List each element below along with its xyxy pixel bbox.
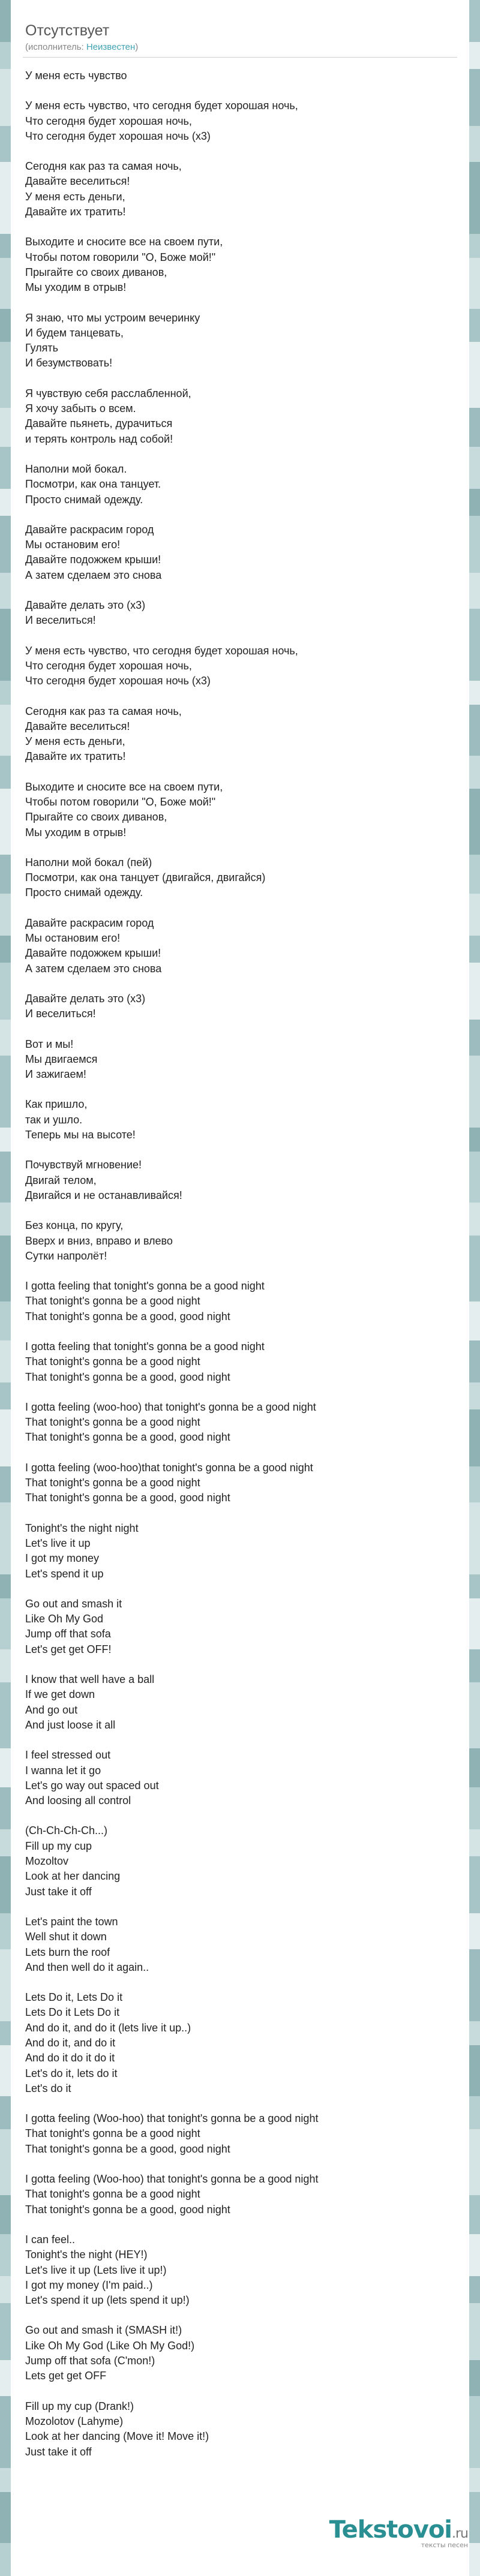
stripe-block — [469, 1574, 480, 1598]
stripe-block — [469, 126, 480, 162]
lyrics-line: Let's do it — [25, 2082, 71, 2094]
lyrics-line: Посмотри, как она танцует. — [25, 478, 161, 491]
lyrics-line: Lets Do it Lets Do it — [25, 2006, 120, 2019]
lyrics-line: That tonight's gonna be a good, good night — [25, 1492, 230, 1504]
stripe-block — [0, 1128, 11, 1152]
stripe-block — [0, 2303, 11, 2360]
lyrics-line: Давайте подожжем крыши! — [25, 947, 161, 960]
lyrics-line: Fill up my cup — [25, 1839, 92, 1852]
stripe-block — [469, 516, 480, 573]
lyrics-line: Let's go way out spaced out — [25, 1779, 159, 1792]
lyrics-line: Что сегодня будет хорошая ночь, — [25, 659, 192, 672]
stripe-block — [0, 1598, 11, 1649]
lyrics-line: У меня есть чувство — [25, 70, 127, 82]
stripe-block — [469, 1856, 480, 1913]
lyrics-line: и терять контроль над собой! — [25, 432, 173, 445]
lyrics-line: Like Oh My God (Like Oh My God!) — [25, 2339, 195, 2352]
stripe-block — [0, 1682, 11, 1748]
lyrics-line: Jump off that sofa — [25, 1628, 111, 1640]
stripe-block — [469, 2129, 480, 2195]
lyrics-line: I can feel.. — [25, 2233, 76, 2246]
lyrics-line: Мы остановим его! — [25, 539, 121, 551]
lyrics-line: Давайте веселиться! — [25, 720, 130, 732]
lyrics-stanza — [25, 1460, 457, 1506]
lyrics-line: Мы уходим в отрыв! — [25, 826, 127, 838]
lyrics-line: I feel stressed out — [25, 1749, 111, 1762]
lyrics-line: Let's live it up — [25, 1537, 91, 1549]
lyrics-stanza — [25, 462, 457, 507]
stripe-block — [0, 1301, 11, 1340]
lyrics-line: Mozoltov — [25, 1855, 69, 1868]
lyrics-stanza — [25, 1748, 457, 1808]
stripe-block — [0, 2396, 11, 2468]
stripe-block — [0, 1502, 11, 1574]
lyrics-stanza — [25, 1521, 457, 1582]
lyrics-line: And do it, and do it (lets live it up..) — [25, 2021, 191, 2034]
stripe-block — [469, 1152, 480, 1203]
stripe-block — [469, 2303, 480, 2360]
lyrics-line: Давайте делать это (x3) — [25, 599, 146, 612]
stripe-block — [469, 936, 480, 963]
stripe-block — [469, 1913, 480, 1949]
stripe-block — [0, 258, 11, 309]
lyrics-line: Just take it off — [25, 2445, 92, 2458]
stripe-block — [469, 234, 480, 258]
stripe-block — [469, 1128, 480, 1152]
logo-text — [329, 2516, 468, 2544]
lyrics-stanza — [25, 68, 457, 83]
lyrics-stanza — [25, 780, 457, 840]
lyrics-line: I gotta feeling (woo-hoo)that tonight's gonna be a good night — [25, 1461, 313, 1474]
stripe-block — [0, 162, 11, 234]
performer-link[interactable]: Неизвестен — [86, 42, 136, 52]
lyrics-stanza — [25, 598, 457, 629]
stripe-block — [0, 855, 11, 894]
stripe-block — [0, 1020, 11, 1056]
lyrics-stanza — [25, 2323, 457, 2383]
stripe-block — [0, 2045, 11, 2096]
lyrics-stanza — [25, 98, 457, 144]
header-divider — [23, 57, 457, 58]
lyrics-line: Вот и мы! — [25, 1038, 74, 1050]
lyrics-line: У меня есть чувство, что сегодня будет хорошая ночь, — [25, 644, 298, 657]
lyrics-line: Давайте делать это (x3) — [25, 992, 146, 1005]
lyrics-line: Давайте веселиться! — [25, 175, 130, 188]
lyrics-line: (Ch-Ch-Ch-Ch...) — [25, 1824, 108, 1837]
lyrics-line: И веселиться! — [25, 614, 96, 627]
stripe-block — [0, 894, 11, 936]
stripe-block — [469, 408, 480, 447]
lyrics-line: У меня есть чувство, что сегодня будет хорошая ночь, — [25, 100, 298, 112]
stripe-block — [0, 309, 11, 342]
lyrics-line: Я знаю, что мы устроим вечеринку — [25, 311, 200, 324]
stripe-block — [469, 2234, 480, 2276]
performer-line — [25, 42, 457, 52]
site-logo[interactable] — [329, 2516, 468, 2549]
lyrics-line: Чтобы потом говорили "О, Боже мой!" — [25, 795, 216, 808]
lyrics-stanza — [25, 1037, 457, 1083]
lyrics-stanza — [25, 522, 457, 583]
stripe-block — [469, 1682, 480, 1748]
stripe-block — [469, 447, 480, 489]
stripe-block — [469, 309, 480, 342]
stripe-block — [0, 342, 11, 408]
stripe-block — [469, 2468, 480, 2492]
lyrics-line: И будем танцевать, — [25, 326, 124, 339]
lyrics-stanza — [25, 2232, 457, 2308]
stripe-block — [0, 2096, 11, 2129]
lyrics-line: I know that well have a ball — [25, 1673, 155, 1686]
lyrics-line: And just loose it all — [25, 1718, 116, 1731]
lyrics-line: Let's do it, lets do it — [25, 2067, 118, 2079]
lyrics-line: I gotta feeling (Woo-hoo) that tonight's gonna be a good night — [25, 2112, 319, 2125]
stripe-block — [0, 1236, 11, 1301]
lyrics-line: That tonight's gonna be a good, good night — [25, 1310, 230, 1322]
lyrics-line: Просто снимай одежду. — [25, 886, 143, 899]
stripe-block — [469, 2276, 480, 2303]
stripe-block — [469, 1466, 480, 1502]
stripe-block — [469, 1020, 480, 1056]
lyrics-line: Tonight's the night (HEY!) — [25, 2249, 148, 2261]
stripe-block — [0, 789, 11, 855]
lyrics-line: Let's paint the town — [25, 1915, 118, 1928]
stripe-block — [0, 705, 11, 756]
lyrics-line: I wanna let it go — [25, 1764, 101, 1777]
lyrics-line: Что сегодня будет хорошая ночь (x3) — [25, 130, 211, 142]
stripe-block — [0, 69, 11, 126]
stripe-block — [0, 1913, 11, 1949]
lyrics-line: And go out — [25, 1703, 78, 1716]
stripe-block — [469, 2021, 480, 2045]
stripe-block — [0, 2195, 11, 2234]
page-content — [23, 0, 457, 2557]
lyrics-line: Давайте подожжем крыши! — [25, 554, 161, 566]
lyrics-line: Сутки напролёт! — [25, 1249, 107, 1262]
lyrics-line: Let's get get OFF! — [25, 1643, 112, 1655]
lyrics-line: Just take it off — [25, 1885, 92, 1898]
stripe-block — [469, 162, 480, 234]
lyrics-line: Что сегодня будет хорошая ночь, — [25, 115, 192, 127]
lyrics-stanza — [25, 311, 457, 371]
lyrics-stanza — [25, 2399, 457, 2460]
lyrics-line: That tonight's gonna be a good night — [25, 1416, 200, 1429]
stripe-block — [0, 1056, 11, 1128]
stripe-block — [0, 447, 11, 489]
lyrics-line: Двигайся и не останавливайся! — [25, 1189, 182, 1201]
lyrics-line: Почувствуй мгновение! — [25, 1159, 142, 1171]
lyrics-stanza — [25, 1990, 457, 2096]
lyrics-line: Я хочу забыть о всем. — [25, 402, 136, 415]
stripe-block — [0, 1829, 11, 1856]
stripe-block — [0, 42, 11, 69]
logo-name: Tekstovoi — [329, 2516, 452, 2544]
lyrics-line: Просто снимай одежду. — [25, 493, 143, 506]
stripe-block — [0, 1340, 11, 1382]
lyrics-stanza — [25, 1597, 457, 1657]
stripe-block — [469, 42, 480, 69]
lyrics-line: Well shut it down — [25, 1931, 107, 1943]
stripe-block — [469, 1787, 480, 1829]
lyrics-line: That tonight's gonna be a good, good night — [25, 1370, 230, 1383]
stripe-block — [469, 855, 480, 894]
lyrics-line: Выходите и сносите все на своем пути, — [25, 236, 223, 248]
stripe-block — [469, 2096, 480, 2129]
stripe-block — [0, 963, 11, 1020]
stripe-block — [0, 2129, 11, 2195]
stripe-block — [469, 1502, 480, 1574]
lyrics-line: Без конца, по кругу, — [25, 1219, 124, 1232]
lyrics-line: Давайте раскрасим город — [25, 523, 154, 536]
stripe-block — [469, 2045, 480, 2096]
stripe-block — [0, 681, 11, 705]
stripe-block — [0, 1382, 11, 1409]
lyrics-stanza — [25, 991, 457, 1022]
lyrics-line: That tonight's gonna be a good night — [25, 1295, 200, 1307]
lyrics-line: Сегодня как раз та самая ночь, — [25, 705, 182, 717]
stripe-block — [0, 756, 11, 789]
stripe-block — [469, 69, 480, 126]
lyrics-line: Давайте их тратить! — [25, 750, 126, 763]
lyrics-stanza — [25, 235, 457, 295]
logo-tld: .ru — [452, 2526, 468, 2541]
stripe-block — [469, 789, 480, 855]
lyrics-line: Look at her dancing (Move it! Move it!) — [25, 2430, 209, 2443]
stripe-block — [0, 1748, 11, 1787]
performer-prefix: (исполнитель: — [25, 42, 86, 52]
lyrics-line: Наполни мой бокал (пей) — [25, 856, 152, 868]
lyrics-stanza — [25, 1218, 457, 1264]
lyrics-line: I gotta feeling (woo-hoo) that tonight's gonna be a good night — [25, 1400, 316, 1413]
lyrics-body — [25, 68, 457, 2460]
stripe-block — [0, 1203, 11, 1236]
lyrics-stanza — [25, 1400, 457, 1445]
lyrics-stanza — [25, 1672, 457, 1733]
lyrics-line: Let's live it up (Lets live it up!) — [25, 2264, 167, 2276]
stripe-block — [469, 1382, 480, 1409]
stripe-block — [0, 2468, 11, 2492]
lyrics-line: Наполни мой бокал. — [25, 462, 127, 475]
stripe-block — [469, 1340, 480, 1382]
lyrics-line: I gotta feeling (Woo-hoo) that tonight's gonna be a good night — [25, 2173, 319, 2186]
lyrics-line: А затем сделаем это снова — [25, 962, 162, 975]
stripe-block — [0, 936, 11, 963]
lyrics-line: Что сегодня будет хорошая ночь (x3) — [25, 675, 211, 687]
lyrics-line: Let's spend it up — [25, 1567, 104, 1580]
lyrics-stanza — [25, 1914, 457, 1975]
lyrics-line: Lets Do it, Lets Do it — [25, 1991, 123, 2004]
stripe-block — [469, 258, 480, 309]
stripe-block — [469, 705, 480, 756]
lyrics-line: И зажигаем! — [25, 1068, 86, 1081]
lyrics-line: That tonight's gonna be a good night — [25, 2188, 200, 2201]
lyrics-line: Как пришло, — [25, 1098, 88, 1111]
stripe-block — [469, 342, 480, 408]
lyrics-line: Выходите и сносите все на своем пути, — [25, 780, 223, 793]
lyrics-line: Мы остановим его! — [25, 932, 121, 945]
performer-suffix: ) — [135, 42, 139, 52]
lyrics-line: Мы двигаемся — [25, 1053, 98, 1065]
lyrics-line: That tonight's gonna be a good night — [25, 1355, 200, 1368]
lyrics-line: Чтобы потом говорили "О, Боже мой!" — [25, 251, 216, 263]
lyrics-stanza — [25, 1823, 457, 1899]
stripe-block — [0, 234, 11, 258]
stripe-block — [469, 2543, 480, 2576]
stripe-block — [0, 609, 11, 681]
stripe-block — [0, 1949, 11, 2021]
lyrics-line: I gotta feeling that tonight's gonna be a good night — [25, 1280, 265, 1292]
lyrics-stanza — [25, 1339, 457, 1385]
stripe-block — [0, 2234, 11, 2276]
lyrics-line: Сегодня как раз та самая ночь, — [25, 160, 182, 173]
stripe-block — [0, 1856, 11, 1913]
lyrics-line: так и ушло. — [25, 1113, 83, 1126]
lyrics-line: А затем сделаем это снова — [25, 569, 162, 581]
lyrics-line: Теперь мы на высоте! — [25, 1129, 136, 1141]
stripe-block — [0, 408, 11, 447]
lyrics-stanza — [25, 1279, 457, 1324]
lyrics-line: That tonight's gonna be a good, good night — [25, 2203, 230, 2216]
stripe-block — [0, 2360, 11, 2396]
stripe-block — [0, 1409, 11, 1466]
stripe-block — [469, 2195, 480, 2234]
stripe-block — [469, 963, 480, 1020]
stripe-block — [0, 489, 11, 516]
lyrics-line: Lets burn the roof — [25, 1946, 110, 1958]
stripe-block — [0, 2492, 11, 2543]
lyrics-line: And do it, and do it — [25, 2036, 116, 2049]
lyrics-line: Давайте их тратить! — [25, 206, 126, 218]
lyrics-line: И безумствовать! — [25, 357, 113, 369]
stripe-block — [469, 609, 480, 681]
stripe-block — [0, 1574, 11, 1598]
stripe-block — [0, 0, 11, 42]
lyrics-stanza — [25, 159, 457, 220]
lyrics-line: That tonight's gonna be a good night — [25, 1477, 200, 1489]
lyrics-line: I got my money — [25, 1552, 100, 1565]
stripe-block — [469, 2396, 480, 2468]
lyrics-line: Вверх и вниз, вправо и влево — [25, 1234, 173, 1247]
lyrics-line: Прыгайте со своих диванов, — [25, 266, 167, 278]
stripe-block — [469, 573, 480, 609]
stripe-block — [0, 126, 11, 162]
lyrics-line: Гулять — [25, 342, 59, 354]
lyrics-stanza — [25, 704, 457, 765]
stripe-block — [469, 0, 480, 42]
stripe-block — [0, 2021, 11, 2045]
lyrics-line: Mozolotov (Lahyme) — [25, 2415, 124, 2427]
lyrics-line: I got my money (I'm paid..) — [25, 2279, 153, 2291]
stripe-block — [469, 1748, 480, 1787]
lyrics-stanza — [25, 386, 457, 447]
lyrics-line: Tonight's the night night — [25, 1522, 139, 1534]
lyrics-line: И веселиться! — [25, 1008, 96, 1020]
stripe-block — [469, 1301, 480, 1340]
stripe-block — [469, 489, 480, 516]
lyrics-stanza — [25, 1158, 457, 1203]
song-title: Отсутствует — [25, 22, 110, 39]
stripe-block — [469, 1203, 480, 1236]
lyrics-line: Fill up my cup (Drank!) — [25, 2400, 134, 2412]
lyrics-stanza — [25, 855, 457, 901]
lyrics-stanza — [25, 1097, 457, 1143]
stripe-block — [469, 894, 480, 936]
stripe-block — [469, 1649, 480, 1682]
lyrics-line: Go out and smash it (SMASH it!) — [25, 2324, 182, 2337]
stripe-block — [469, 681, 480, 705]
stripe-block — [469, 1949, 480, 2021]
lyrics-line: If we get down — [25, 1688, 95, 1701]
lyrics-line: Давайте раскрасим город — [25, 916, 154, 929]
lyrics-line: Посмотри, как она танцует (двигайся, двигайся) — [25, 871, 266, 884]
stripe-block — [0, 1649, 11, 1682]
stripe-block — [0, 573, 11, 609]
lyrics-line: У меня есть деньги, — [25, 735, 125, 748]
stripe-block — [469, 1829, 480, 1856]
stripe-block — [0, 516, 11, 573]
stripe-block — [469, 1056, 480, 1128]
stripe-block — [469, 756, 480, 789]
stripe-block — [469, 2492, 480, 2543]
lyrics-stanza — [25, 2111, 457, 2157]
stripe-block — [0, 2276, 11, 2303]
lyrics-line: Двигай телом, — [25, 1174, 97, 1186]
lyrics-stanza — [25, 644, 457, 689]
stripe-block — [469, 2360, 480, 2396]
stripe-block — [469, 1236, 480, 1301]
lyrics-line: And do it do it do it — [25, 2052, 115, 2064]
lyrics-line: Let's spend it up (lets spend it up!) — [25, 2294, 190, 2307]
lyrics-line: Давайте пьянеть, дурачиться — [25, 417, 173, 430]
stripe-block — [469, 1409, 480, 1466]
lyrics-line: And loosing all control — [25, 1795, 131, 1807]
stripe-block — [0, 1152, 11, 1203]
stripe-block — [0, 1787, 11, 1829]
stripe-block — [469, 1598, 480, 1649]
lyrics-line: Lets get get OFF — [25, 2370, 107, 2382]
stripe-block — [0, 2543, 11, 2576]
lyrics-line: That tonight's gonna be a good, good night — [25, 1431, 230, 1444]
lyrics-line: Like Oh My God — [25, 1613, 104, 1625]
lyrics-line: Go out and smash it — [25, 1597, 122, 1610]
lyrics-line: Jump off that sofa (C'mon!) — [25, 2355, 155, 2367]
logo-tagline: тексты песен — [421, 2541, 468, 2549]
lyrics-line: Прыгайте со своих диванов, — [25, 811, 167, 823]
lyrics-line: That tonight's gonna be a good night — [25, 2127, 200, 2140]
lyrics-stanza — [25, 2172, 457, 2217]
lyrics-line: Мы уходим в отрыв! — [25, 281, 127, 294]
lyrics-line: And then well do it again.. — [25, 1961, 149, 1973]
lyrics-stanza — [25, 916, 457, 976]
lyrics-line: Я чувствую себя расслабленной, — [25, 387, 191, 399]
lyrics-line: That tonight's gonna be a good, good night — [25, 2142, 230, 2155]
lyrics-line: I gotta feeling that tonight's gonna be a good night — [25, 1340, 265, 1352]
lyrics-line: Look at her dancing — [25, 1870, 121, 1883]
stripe-block — [0, 1466, 11, 1502]
lyrics-line: У меня есть деньги, — [25, 190, 125, 203]
